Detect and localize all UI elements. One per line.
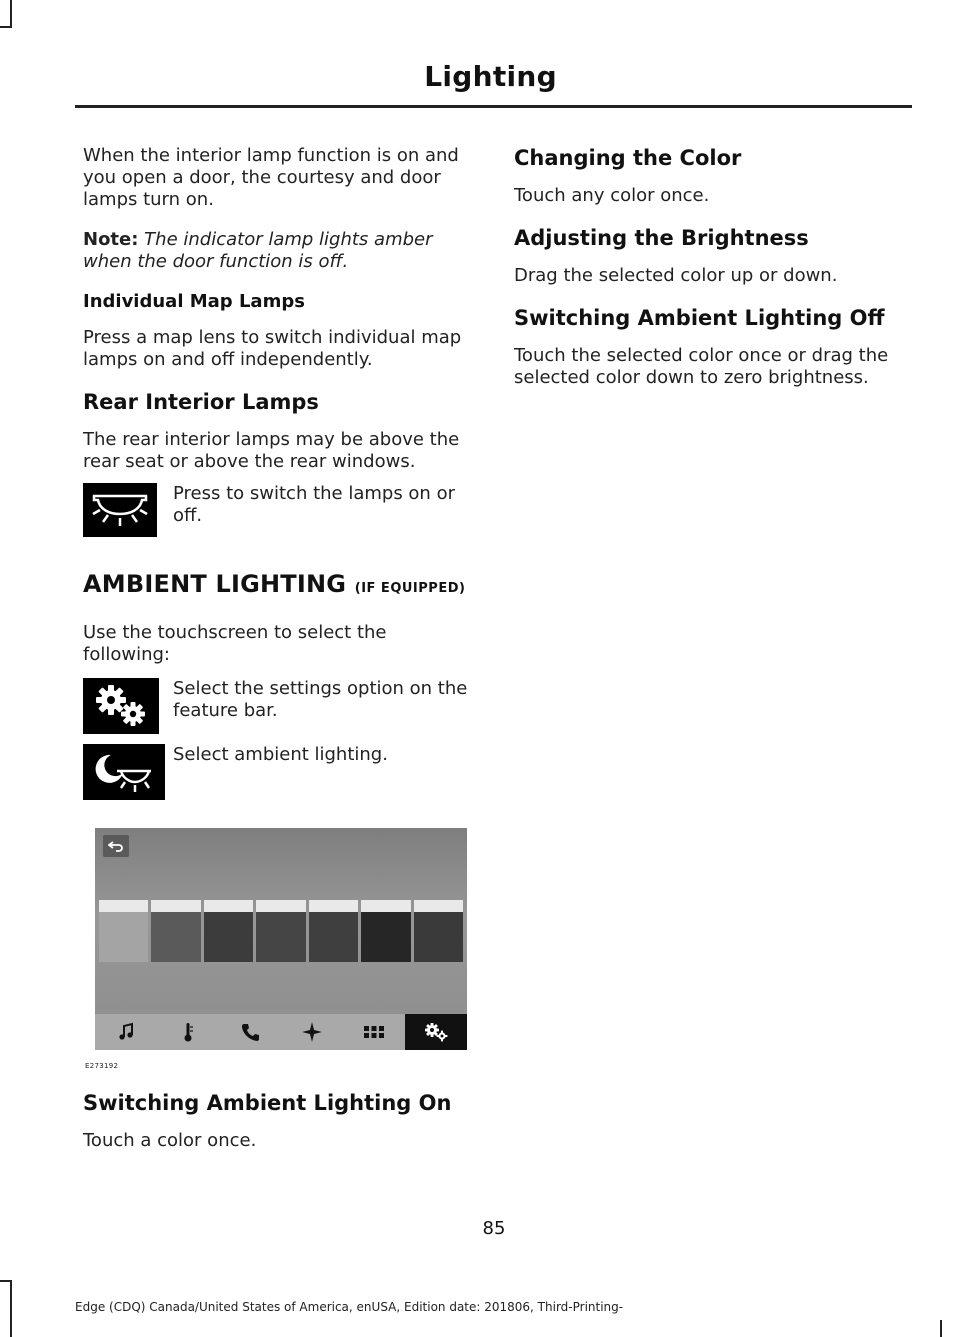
feature-bar-apps[interactable] [343,1014,405,1050]
heading-brightness: Adjusting the Brightness [514,226,809,250]
paragraph-brightness: Drag the selected color up or down. [514,265,838,286]
crop-mark [940,1320,942,1337]
note-label: Note: [83,229,139,250]
swatch-cap [414,900,463,912]
paragraph-rear-lamps: The rear interior lamps may be above the rear seat or above the rear windows. [83,429,460,472]
ambient-instruction [83,744,478,800]
page-title: Lighting [424,60,557,93]
climate-icon [182,1021,194,1043]
paragraph-interior-lamp: When the interior lamp function is on and you open a door, the courtesy and door lamps turn on. [83,145,459,210]
feature-bar-music[interactable] [95,1014,157,1050]
rear-lamp-text: Press to switch the lamps on or off. [173,483,455,526]
color-swatch[interactable] [414,900,463,962]
swatch-cap [99,900,148,912]
swatch-cap [204,900,253,912]
heading-ambient-lighting [83,569,478,604]
heading-changing-color: Changing the Color [514,146,742,170]
back-button[interactable] [103,835,129,857]
swatch-cap [361,900,410,912]
image-code: E273192 [85,1062,119,1070]
paragraph-switching-off: Touch the selected color once or drag the selected color down to zero brightness. [514,345,889,388]
swatch-color [99,912,148,962]
color-swatch[interactable] [151,900,200,962]
paragraph-touchscreen: Use the touchscreen to select the following: [83,622,387,665]
feature-bar [95,1014,467,1050]
right-column [514,145,914,407]
heading-switching-on: Switching Ambient Lighting On [83,1091,452,1115]
navigation-icon [302,1022,322,1042]
paragraph-changing-color: Touch any color once. [514,185,710,206]
heading-map-lamps: Individual Map Lamps [83,291,305,312]
note [83,229,478,273]
color-swatches [99,900,463,962]
swatch-color [204,912,253,962]
swatch-color [309,912,358,962]
header-rule [75,105,912,108]
settings-icon [423,1022,449,1042]
swatch-cap [256,900,305,912]
ambient-text: Select ambient lighting. [173,744,388,765]
crop-mark [0,26,12,28]
feature-bar-phone[interactable] [219,1014,281,1050]
paragraph-map-lamps: Press a map lens to switch individual map lamps on and off independently. [83,327,462,370]
swatch-color [256,912,305,962]
rear-lamp-instruction [83,483,478,537]
crop-mark [0,1280,12,1282]
settings-instruction [83,678,478,734]
color-swatch[interactable] [99,900,148,962]
left-column [83,145,478,1170]
heading-ambient-equipped: (IF EQUIPPED) [354,581,466,596]
swatch-color [151,912,200,962]
apps-icon [363,1025,385,1039]
crop-mark [10,1280,12,1337]
swatch-color [361,912,410,962]
color-swatch[interactable] [204,900,253,962]
feature-bar-settings[interactable] [405,1014,467,1050]
touchscreen-illustration [95,828,467,1050]
color-swatch[interactable] [256,900,305,962]
crop-mark [10,0,12,28]
footer-edition: Edge (CDQ) Canada/United States of America, enUSA, Edition date: 201806, Third-Printing- [75,1300,624,1314]
settings-gears-icon [83,678,159,734]
paragraph-switching-on: Touch a color once. [83,1130,257,1151]
phone-icon [240,1022,260,1042]
color-swatch[interactable] [361,900,410,962]
back-arrow-icon [108,840,124,852]
rear-lamp-icon [83,483,157,537]
page-header [75,60,912,93]
color-swatch[interactable] [309,900,358,962]
note-text: The indicator lamp lights amber when the door function is off. [83,229,433,272]
swatch-cap [151,900,200,912]
page-number: 85 [482,1218,506,1239]
ambient-lighting-icon [83,744,165,800]
heading-ambient-title: AMBIENT LIGHTING [83,570,347,598]
feature-bar-climate[interactable] [157,1014,219,1050]
feature-bar-navigation[interactable] [281,1014,343,1050]
heading-switching-off: Switching Ambient Lighting Off [514,306,885,330]
swatch-color [414,912,463,962]
settings-text: Select the settings option on the feature bar. [173,678,468,721]
swatch-cap [309,900,358,912]
music-icon [116,1022,136,1042]
heading-rear-lamps: Rear Interior Lamps [83,390,319,414]
